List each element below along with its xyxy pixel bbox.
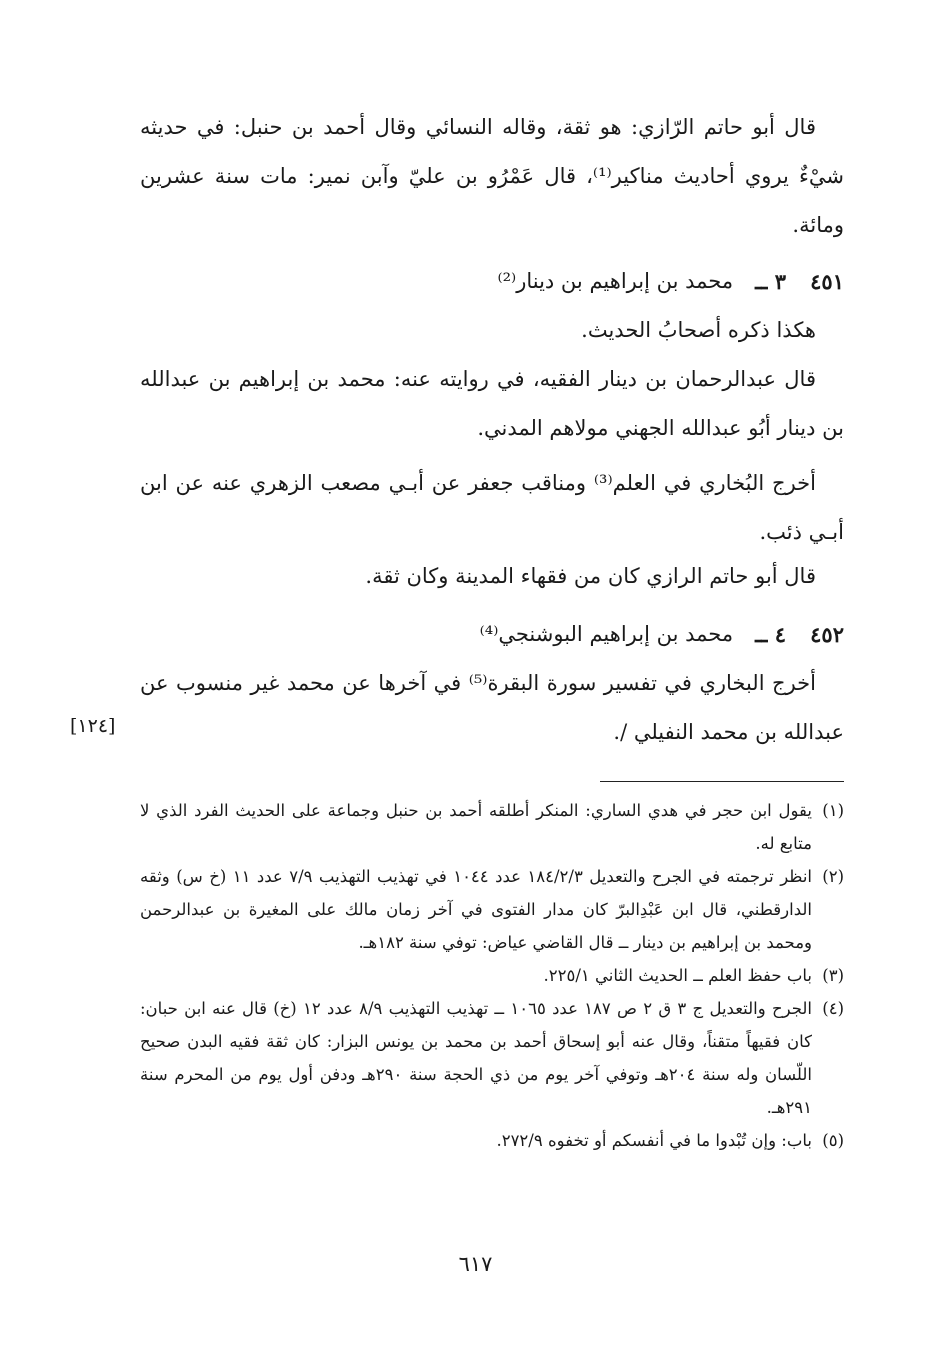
page-number: ٦١٧: [458, 1252, 493, 1276]
paragraph-text: قال أبو حاتم الرّازي: هو ثقة، وقاله النسائي وقال أحمد بن حنبل: في حديثه شيْءٌ يروي أحاديث مناكير⁽¹⁾، قال عَمْرُو بن عليّ وآبن نمير: مات سنة عشرين ومائة.: [140, 115, 844, 237]
footnote-4: [140, 992, 844, 1124]
footnote-text: انظر ترجمته في الجرح والتعديل ١٨٤/٢/٣ عدد ١٠٤٤ في تهذيب التهذيب ٧/٩ عدد ١١ (خ س) وثقه الدارقطني، قال ابن عَبْدِالبرّ كان مدار الفتوى في آخر زمان مالك على المغيرة بن عبدالرحمن ومحمد بن إبراهيم بن دينار ــ قال القاضي عياض: توفي سنة ١٨٢هـ.: [140, 867, 813, 952]
footnote-3: [140, 959, 844, 992]
entry-number: ٤٥١: [810, 269, 844, 294]
entry-451-heading: [140, 257, 844, 306]
paragraph-text: أخرج البخاري في تفسير سورة البقرة⁽⁵⁾ في آخرها عن محمد غير منسوب عن عبدالله بن محمد النفيلي /.: [140, 671, 844, 744]
paragraph-text: هكذا ذكره أصحابُ الحديث.: [581, 318, 816, 342]
footnote-mark: (٣): [822, 966, 844, 985]
entry-sub-number: ٣ ــ: [755, 269, 786, 294]
footnote-mark: (٢): [822, 867, 844, 886]
footnote-5: [140, 1124, 844, 1157]
manuscript-folio-mark: [١٢٤]: [70, 715, 116, 737]
footnote-text: باب حفظ العلم ــ الحديث الثاني ٢٢٥/١.: [543, 966, 812, 985]
paragraph-text: قال أبو حاتم الرازي كان من فقهاء المدينة وكان ثقة.: [365, 564, 816, 588]
footnote-text: يقول ابن حجر في هدي الساري: المنكر أطلقه أحمد بن حنبل وجماعة على الحديث الفرد الذي لا متابع له.: [140, 801, 812, 853]
paragraph-text: أخرج البُخاري في العلم⁽³⁾ ومناقب جعفر عن أبـي مصعب الزهري عنه عن ابن أبـي ذئب.: [140, 471, 844, 544]
entry-number: ٤٥٢: [810, 622, 844, 647]
footnote-mark: (٤): [822, 999, 844, 1018]
paragraph-hakadha: [140, 306, 844, 355]
footnote-mark: (١): [822, 801, 844, 820]
footnote-1: [140, 794, 844, 860]
paragraph-bukhari-ilm: [140, 459, 844, 557]
entry-name: محمد بن إبراهيم بن دينار⁽²⁾: [497, 269, 734, 293]
footnote-text: الجرح والتعديل ج ٣ ق ٢ ص ١٨٧ عدد ١٠٦٥ ــ تهذيب التهذيب ٨/٩ عدد ١٢ (خ) قال عنه ابن حبان: كان فقيهاً متقناً، وقال عنه أبو إسحاق أحمد بن محمد بن يونس البزار: كان ثقة فقيه البدن صحيح اللّسان وله سنة ٢٠٤هـ وتوفي آخر يوم من ذي الحجة سنة ٢٩٠هـ ودفن أول يوم من المحرم سنة ٢٩١هـ.: [140, 999, 812, 1117]
paragraph-text: قال عبدالرحمان بن دينار الفقيه، في روايته عنه: محمد بن إبراهيم بن عبدالله بن دينار أبُو عبدالله الجهني مولاهم المدني.: [140, 367, 844, 440]
paragraph-bukhari-tafsir: [140, 659, 844, 757]
paragraph-abu-hatim: [140, 103, 844, 250]
entry-sub-number: ٤ ــ: [755, 622, 786, 647]
footnote-2: [140, 860, 844, 959]
entry-452-heading: [140, 610, 844, 659]
footnote-divider: [600, 781, 844, 782]
paragraph-abu-hatim-2: [140, 552, 844, 601]
paragraph-abdulrahman: [140, 355, 844, 453]
footnote-mark: (٥): [822, 1131, 844, 1150]
footnotes: [140, 794, 844, 1157]
entry-name: محمد بن إبراهيم البوشنجي⁽⁴⁾: [479, 622, 734, 646]
footnote-text: باب: وإن تُبْدوا ما في أنفسكم أو تخفوه ٢٧٢/٩.: [496, 1131, 812, 1150]
